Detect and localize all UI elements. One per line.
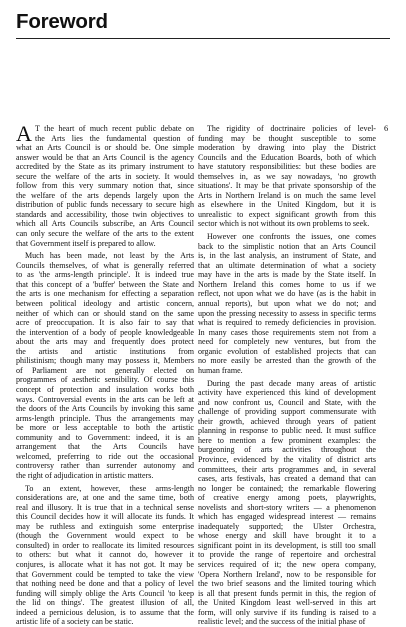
text-line: have statutory responsibilities: but these bodies are	[198, 162, 376, 172]
text-line: to others: but what it cannot do, however it	[16, 550, 194, 560]
text-line: which all Arts Councils subscribe, an Arts Council	[16, 219, 194, 229]
text-line: community and to Government: indeed, it is an	[16, 432, 194, 442]
text-line: that this concept of a 'buffer' between the State and	[16, 279, 194, 289]
text-line: concept of protection and insulation works both	[16, 384, 194, 394]
text-line: considerations are, at one and the same time, both	[16, 493, 194, 503]
text-line: reflect, not upon what we do have (as is the habit in	[198, 289, 376, 299]
text-line: that Government itself is prepared to allow.	[16, 238, 156, 248]
text-line: may be ruthless and extinguish some enterprise	[16, 521, 194, 531]
text-line: novelists and short-story writers — a phenomenon	[198, 502, 376, 512]
text-line: neither of which can or should stand on the same	[16, 308, 194, 318]
text-line: Province, evidenced by the vitality of district arts	[198, 454, 376, 464]
text-line: this Council decides how it will allocate its funds. It	[16, 512, 194, 522]
text-line: inadequately supported; the Ulster Orchestra,	[198, 521, 376, 531]
text-line: the welfare of the arts depends largely upon the	[16, 190, 194, 200]
text-line: However one confronts the issues, one comes	[207, 232, 376, 242]
text-line: back to the simplistic notion that an Arts Council	[198, 241, 376, 251]
text-line: Northern Ireland this comes home to us if we	[198, 279, 376, 289]
text-line: the intervention of a body of people knowledgeable	[16, 327, 194, 337]
text-line: ways. Controversial events in the arts can be left at	[16, 394, 194, 404]
text-line: challenge of providing support commensurate with	[198, 407, 376, 417]
text-line: acre of preoccupation. It is also fair to say that	[16, 318, 194, 328]
page-title: Foreword	[16, 10, 108, 33]
text-line: the Arts lies the fundamental question of	[35, 133, 194, 143]
text-line: between political ideology and artistic concern,	[16, 299, 194, 309]
text-line: T the heart of much recent public debate on	[35, 124, 194, 133]
text-line: organic evolution of established projects that can	[198, 346, 376, 356]
text-line: standards and accessibility, those twin objectives to	[16, 209, 194, 219]
text-line: to as 'the arms-length principle'. It is indeed true	[16, 270, 194, 280]
text-line: During the past decade many areas of artistic	[207, 378, 376, 388]
text-line: of Parliament are not generally elected on	[16, 365, 194, 375]
text-line: what is required to remedy deficiencies in provision.	[198, 318, 376, 328]
text-line: 'Opera Northern Ireland', now to be responsible for	[198, 569, 376, 579]
text-line: significant point in its development, is still too small	[198, 540, 376, 550]
text-line: Much has been made, not least by the Arts	[25, 251, 194, 261]
page-number: 6	[384, 124, 389, 133]
text-line: is all that present funds permit in this, the region of	[198, 588, 376, 598]
text-line: the artists and artistic institutions from	[16, 346, 194, 356]
text-line: that Government could be tempted to take the view	[16, 569, 194, 579]
text-line: which has engaged widespread interest — remains	[198, 512, 376, 522]
text-line: arrangement that the Arts Councils have	[16, 442, 194, 452]
text-line: funding will simply oblige the Arts Council 'to keep	[16, 588, 194, 598]
text-line: Councils themselves, of what is generally referred	[16, 260, 194, 270]
text-line: answer would be that an Arts Council is the agency	[16, 152, 194, 162]
left-column	[16, 121, 194, 627]
text-line: accredited by the State as its primary instrument to	[16, 162, 194, 172]
text-line: can only secure the welfare of the arts to the extent	[16, 229, 194, 239]
text-line: planning in response to public need. It must suffice	[198, 426, 376, 436]
text-line: activity have experienced this kind of development	[198, 388, 376, 398]
text-line: here to mention a few prominent examples: the	[198, 435, 376, 445]
text-line: consulted) in order to reallocate its limited resources	[16, 540, 194, 550]
text-line: cases, arts festivals, has created a demand that can	[198, 474, 376, 484]
text-line: to provide the range of repertoire and orchestral	[198, 550, 376, 560]
text-line: In many cases those requirements stem not from a	[198, 327, 376, 337]
text-line: is, in the last analysis, an instrument of State, and	[198, 251, 376, 261]
text-line: no more easily be arrested than the growth of the	[198, 356, 376, 366]
text-line: the two brief seasons and the limited touring which	[198, 579, 376, 589]
text-line: upon the pressing necessity to assess in specific terms	[198, 308, 376, 318]
text-line: funding may be thought susceptible to some	[198, 133, 376, 143]
text-line: sector which is not without its own problems to seek.	[198, 219, 370, 229]
text-line: artistic life of a society can be static.	[16, 617, 134, 627]
text-line: whose energy and skill have brought it to a	[198, 531, 376, 541]
text-line: as elsewhere in the United Kingdom, but it is	[198, 200, 376, 210]
text-line: that an ultimate determination of what a society	[198, 260, 376, 270]
text-line: no longer be contained; the remarkable flowering	[198, 483, 376, 493]
text-line: secure the welfare of the arts in society. It would	[16, 171, 194, 181]
text-line: To an extent, however, these arms-length	[25, 483, 194, 493]
text-line: burgeoning of arts activities throughout the	[198, 445, 376, 455]
text-line: be more or less acceptable to both the artistic	[16, 423, 194, 433]
title-rule	[16, 38, 390, 39]
text-line: about the arts may and frequently does protect	[16, 337, 194, 347]
text-line: themselves in, as we say nowadays, 'no growth	[198, 171, 376, 181]
text-line: and now confront us, Council and State, with the	[198, 397, 376, 407]
text-line: Councils and the Education Boards, both of which	[198, 152, 376, 162]
text-line: form, will only survive if its funding is raised to a	[198, 607, 376, 617]
right-column	[198, 124, 376, 627]
text-line: moderation by drawing into play the District	[198, 143, 376, 153]
text-line: need for completely new ventures, but from the	[198, 337, 376, 347]
text-line: conjures, is allocate what it has not got. It may be	[16, 559, 194, 569]
text-line: committees, their arts programmes and, in several	[198, 464, 376, 474]
text-line: Arts in Northern Ireland is on much the same level	[198, 190, 376, 200]
text-line: annual reports), but upon what we do not; and	[198, 299, 376, 309]
text-line: the doors of the Arts Councils by invoking this same	[16, 404, 194, 414]
text-line: follow from this very summary notion that, since	[16, 181, 194, 191]
text-line: real and illusory. It is true that in a technical sense	[16, 502, 194, 512]
text-line: the United Kingdom least well-served in this art	[198, 598, 376, 608]
text-line: welcomed, preferring to ride out the occasional	[16, 451, 194, 461]
text-line: arms-length principle. Thus the arrangements may	[16, 413, 194, 423]
text-line: (though the Government would expect to be	[16, 531, 194, 541]
text-line: philistinism; though many may possess it, Members	[16, 356, 194, 366]
text-line: The rigidity of doctrinaire policies of level-	[207, 124, 376, 133]
text-line: situations'. It may be that private sponsorship of the	[198, 181, 376, 191]
text-line: controversy rather than surrender autonomy and	[16, 461, 194, 471]
text-line: human frame.	[198, 365, 243, 375]
text-line: the arts is one mechanism for effecting a separation	[16, 289, 194, 299]
text-line: that nothing need be done and that a policy of level	[16, 579, 194, 589]
text-line: what an Arts Council is or should be. One simple	[16, 143, 194, 153]
text-line: programmes of aesthetic sensibility. Of course this	[16, 375, 194, 385]
text-line: their growth, achieved through years of patient	[198, 416, 376, 426]
text-line: distribution of public funds necessary to secure high	[16, 200, 194, 210]
text-line: indeed a pernicious delusion, is to assume that the	[16, 607, 194, 617]
text-line: unrealistic to expect significant growth from this	[198, 209, 376, 219]
text-line: services required of it; the new opera company,	[198, 559, 376, 569]
text-line: of creative energy among poets, playwrights,	[198, 493, 376, 503]
text-line: realistic level; and the success of the initial phase of	[198, 617, 366, 627]
text-line: the right of adjudication in artistic matters.	[16, 470, 154, 480]
text-line: may have in the arts is made by the State itself. In	[198, 270, 376, 280]
text-line: the lid on things'. The greatest illusion of all,	[16, 598, 194, 608]
drop-cap: A	[16, 121, 32, 146]
